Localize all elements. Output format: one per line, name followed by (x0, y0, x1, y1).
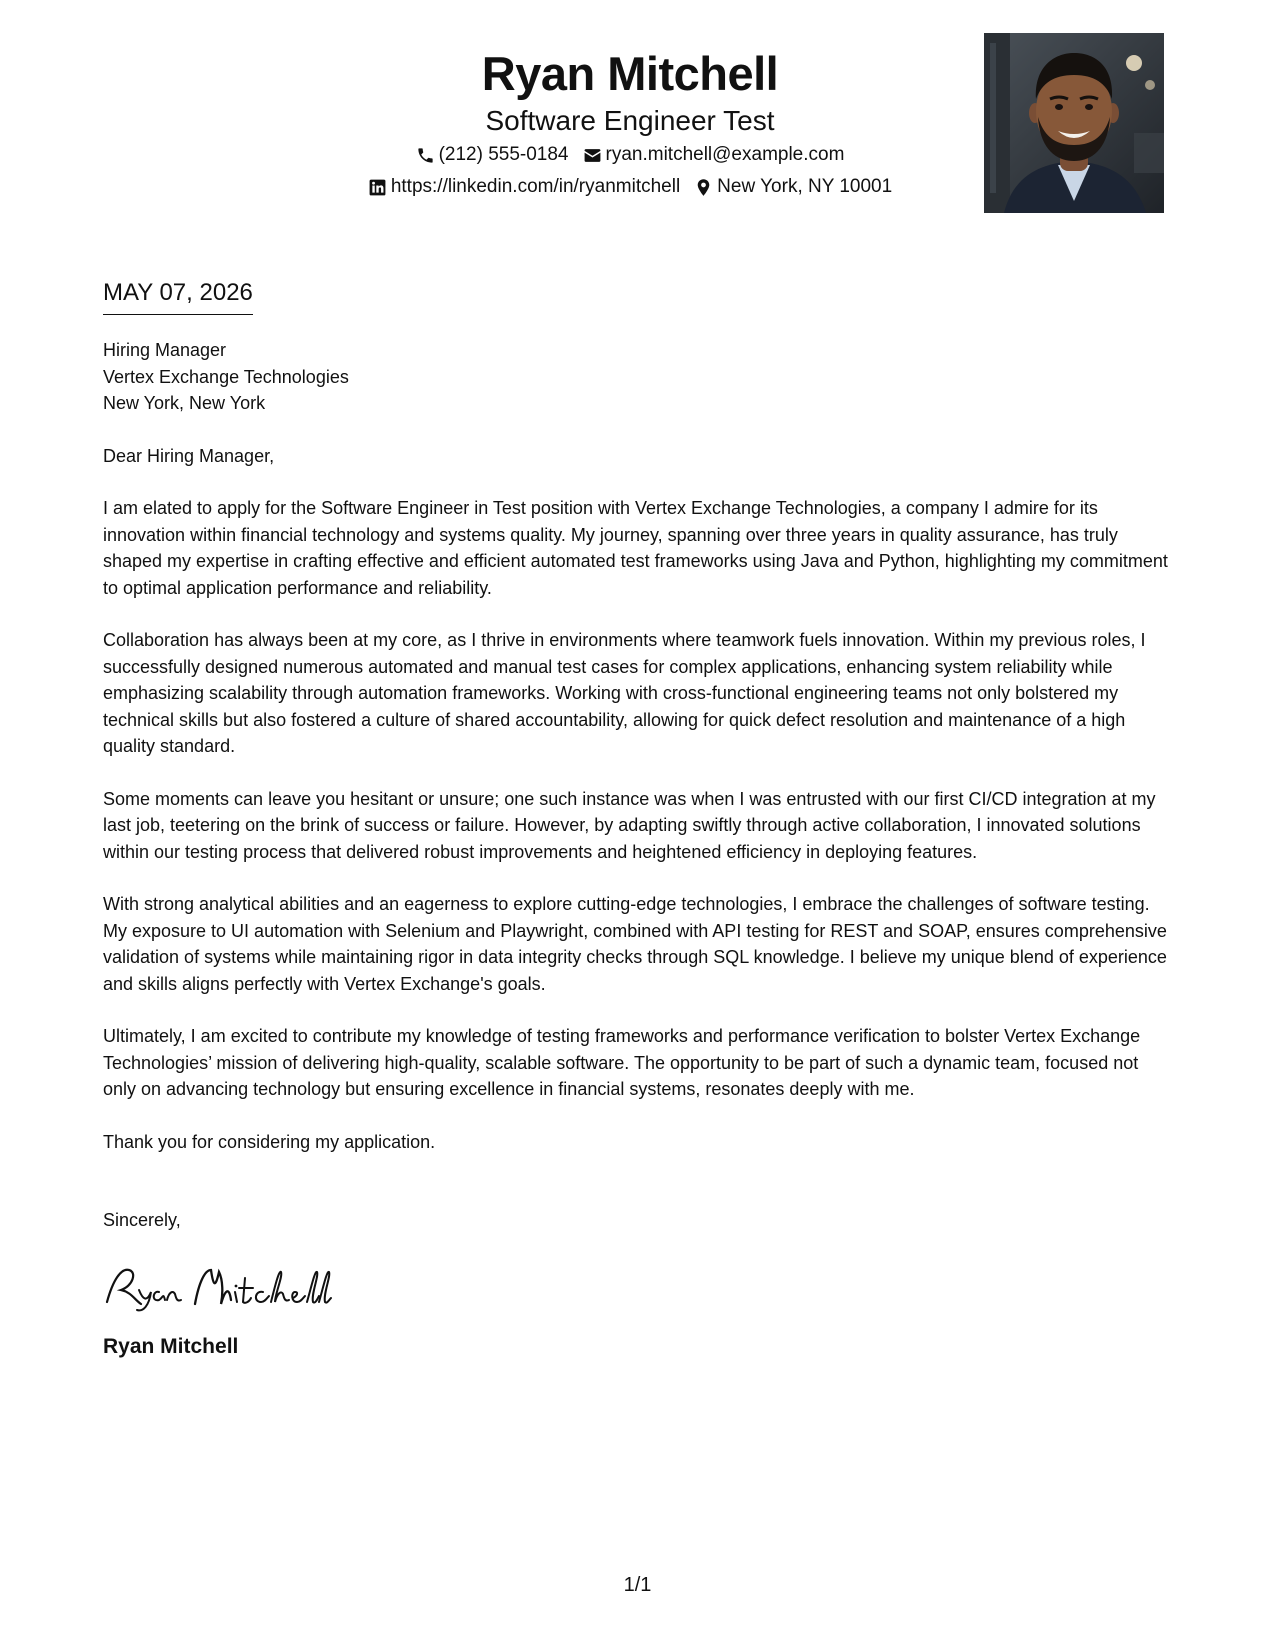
signature-image (103, 1260, 333, 1314)
contact-email[interactable] (583, 140, 845, 170)
letter-header (330, 44, 930, 202)
contact-location (694, 172, 892, 202)
linkedin-icon (368, 178, 387, 197)
profile-photo (984, 33, 1164, 213)
letter-date: MAY 07, 2026 (103, 276, 253, 315)
paragraph-3: Some moments can leave you hesitant or unsure; one such instance was when I was entrusted with our first CI/CD integration at my last job, teetering on the brink of success or failure. However, by adapting swiftly through active collaboration, I innovated solutions within our testing process that delivered robust improvements and heightened efficiency in deploying features. (103, 788, 1156, 862)
page-number: 1/1 (623, 1574, 652, 1596)
recipient-title: Hiring Manager (103, 340, 227, 360)
phone-icon (416, 146, 435, 165)
phone-text: (212) 555-0184 (438, 144, 569, 165)
handwritten-signature (103, 1260, 1175, 1314)
paragraph-6: Thank you for considering my application. (103, 1131, 436, 1152)
letter-body (103, 276, 1175, 1362)
job-title: Software Engineer Test (485, 105, 775, 136)
map-pin-icon (694, 178, 713, 197)
email-text[interactable]: ryan.mitchell@example.com (605, 144, 845, 165)
recipient-block (103, 337, 1175, 417)
linkedin-text[interactable]: https://linkedin.com/in/ryanmitchell (390, 176, 681, 197)
paragraph-2: Collaboration has always been at my core, as I thrive in environments where teamwork fuels innovation. Within my previous roles, I successfully designed numerous automated and manual test cases for complex applications, enhancing system reliability while emphasizing scalability through automation frameworks. Working with cross-functional engineering teams not only bolstered my technical skills but also fostered a culture of shared accountability, allowing for quick defect resolution and maintenance of a high quality standard. (103, 630, 1146, 756)
salutation: Dear Hiring Manager, (103, 445, 275, 466)
contact-row-secondary (330, 172, 930, 202)
recipient-location: New York, New York (103, 393, 266, 413)
profile-photo-illustration (984, 33, 1164, 213)
closing: Sincerely, (103, 1210, 181, 1230)
paragraph-1: I am elated to apply for the Software Engineer in Test position with Vertex Exchange Technologies, a company I admire for its innovation within financial technology and systems quality. My journey, spanning over three years in quality assurance, has truly shaped my expertise in crafting effective and efficient automated test frameworks using Java and Python, highlighting my commitment to optimal application performance and reliability. (103, 498, 1168, 598)
contact-phone (416, 140, 569, 170)
envelope-icon (583, 146, 602, 165)
contact-linkedin[interactable] (368, 172, 680, 202)
location-text: New York, NY 10001 (717, 176, 893, 197)
paragraph-5: Ultimately, I am excited to contribute my knowledge of testing frameworks and performance verification to bolster Vertex Exchange Technologies’ mission of delivering high-quality, scalable software. The opportunity to be part of such a dynamic team, focused not only on advancing technology but ensuring excellence in financial systems, resonates deeply with me. (103, 1026, 1141, 1099)
signer-name: Ryan Mitchell (103, 1334, 239, 1358)
paragraph-4: With strong analytical abilities and an eagerness to explore cutting-edge technologies, I embrace the challenges of software testing. My exposure to UI automation with Selenium and Playwright, combined with API testing for REST and SOAP, ensures comprehensive validation of systems while maintaining rigor in data integrity checks through SQL knowledge. I believe my unique blend of experience and skills aligns perfectly with Vertex Exchange's goals. (103, 894, 1167, 994)
contact-row-primary (330, 140, 930, 170)
recipient-company: Vertex Exchange Technologies (103, 366, 349, 387)
applicant-name: Ryan Mitchell (481, 47, 779, 100)
